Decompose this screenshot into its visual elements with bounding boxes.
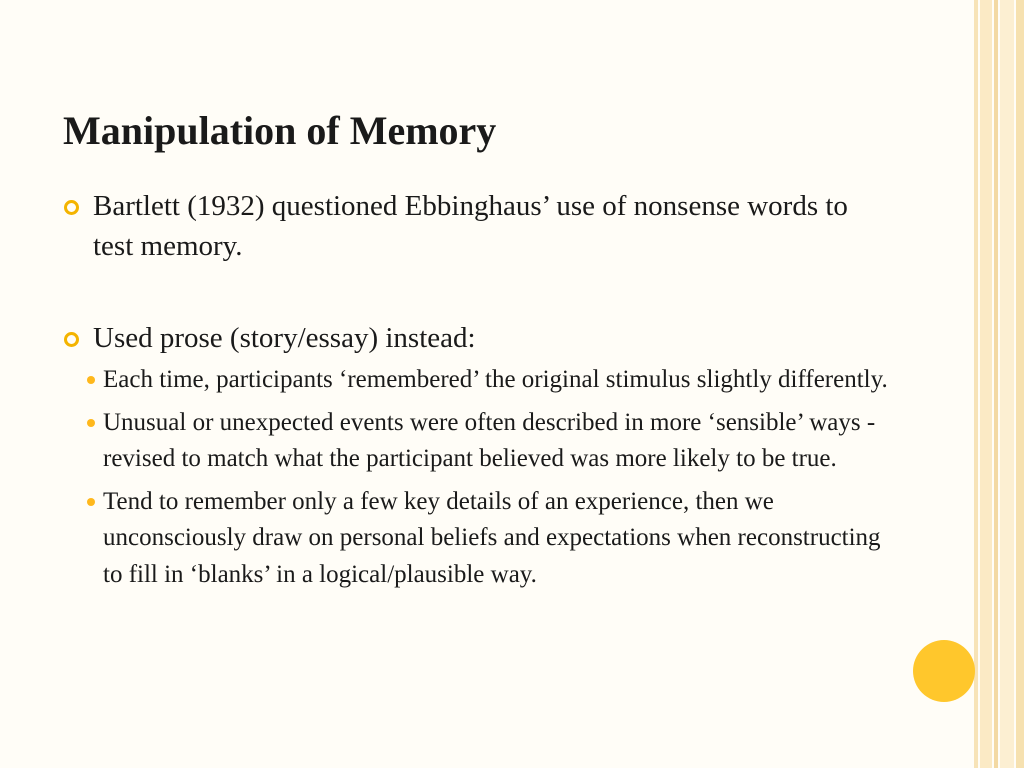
sub-bullet-item [62,405,892,478]
sub-bullet-item [62,362,892,399]
bullet-text: Bartlett (1932) questioned Ebbinghaus’ use of nonsense words to test memory. [93,190,848,262]
right-stripe-border [974,0,1024,768]
sub-bullet-item [62,484,892,594]
decorative-circle [913,640,975,702]
stripe [994,0,998,768]
bullet-list [62,186,892,599]
stripe [974,0,978,768]
bullet-item [62,186,892,266]
bullet-item [62,318,892,358]
sub-bullet-text: Each time, participants ‘remembered’ the original stimulus slightly differently. [103,366,888,393]
sub-bullet-text: Unusual or unexpected events were often described in more ‘sensible’ ways - revised to match what the participant believed was more likely to be true. [103,408,876,472]
stripe [1016,0,1024,768]
slide-title: Manipulation of Memory [63,108,497,153]
bullet-text: Used prose (story/essay) instead: [93,322,476,354]
dot-bullet-icon [87,376,95,384]
stripe [1000,0,1014,768]
ring-bullet-icon [64,200,79,215]
dot-bullet-icon [87,419,95,427]
sub-bullet-list [62,362,892,593]
dot-bullet-icon [87,498,95,506]
stripe [980,0,992,768]
sub-bullet-text: Tend to remember only a few key details of an experience, then we unconsciously draw on personal beliefs and expectations when reconstructing to fill in ‘blanks’ in a logical/plausible way. [103,487,881,588]
ring-bullet-icon [64,332,79,347]
